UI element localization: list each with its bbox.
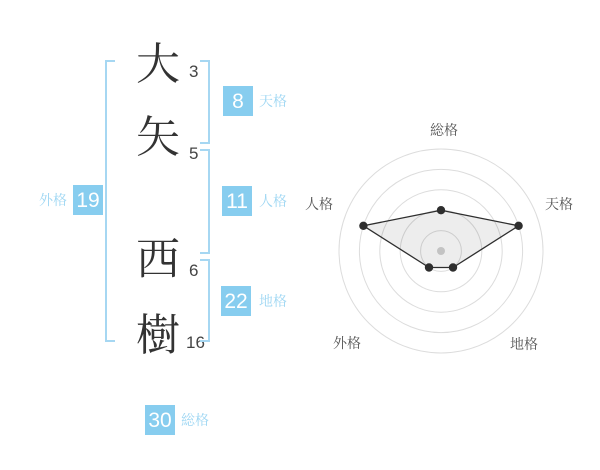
given-char-2: 樹 [136,311,180,360]
radar-center-dot [437,247,445,255]
radar-axis-label-gaikaku: 外格 [333,335,361,351]
gaikaku-label: 外格 [39,192,67,208]
stroke-count-1: 3 [189,62,199,81]
chikaku-label: 地格 [259,293,287,309]
tenkaku-value-box: 8 [223,86,253,116]
radar-axis-label-jinkaku: 人格 [305,196,333,212]
gaikaku-bracket [105,60,115,342]
soukaku-label: 総格 [181,412,209,428]
radar-axis-label-tenkaku: 天格 [545,196,573,212]
jinkaku-bracket [200,149,210,254]
tenkaku-bracket [200,60,210,144]
radar-axis-label-chikaku: 地格 [510,336,538,352]
surname-char-2: 矢 [136,113,180,162]
jinkaku-label: 人格 [259,193,287,209]
radar-data-point [437,206,445,214]
tenkaku-label: 天格 [259,93,287,109]
jinkaku-value-box: 11 [222,186,252,216]
radar-data-point [359,222,367,230]
soukaku-value-box: 30 [145,405,175,435]
stroke-count-2: 5 [189,144,199,163]
radar-data-point [425,263,433,271]
stroke-count-4: 16 [186,333,205,352]
radar-data-polygon [363,210,518,267]
radar-chart [330,140,552,362]
given-char-1: 西 [136,235,180,284]
chikaku-value-box: 22 [221,286,251,316]
radar-data-point [514,222,522,230]
stroke-count-3: 6 [189,261,199,280]
radar-data-point [449,263,457,271]
gaikaku-value-box: 19 [73,185,103,215]
surname-char-1: 大 [136,40,180,89]
chikaku-bracket [200,259,210,342]
radar-axis-label-soukaku: 総格 [430,122,458,138]
